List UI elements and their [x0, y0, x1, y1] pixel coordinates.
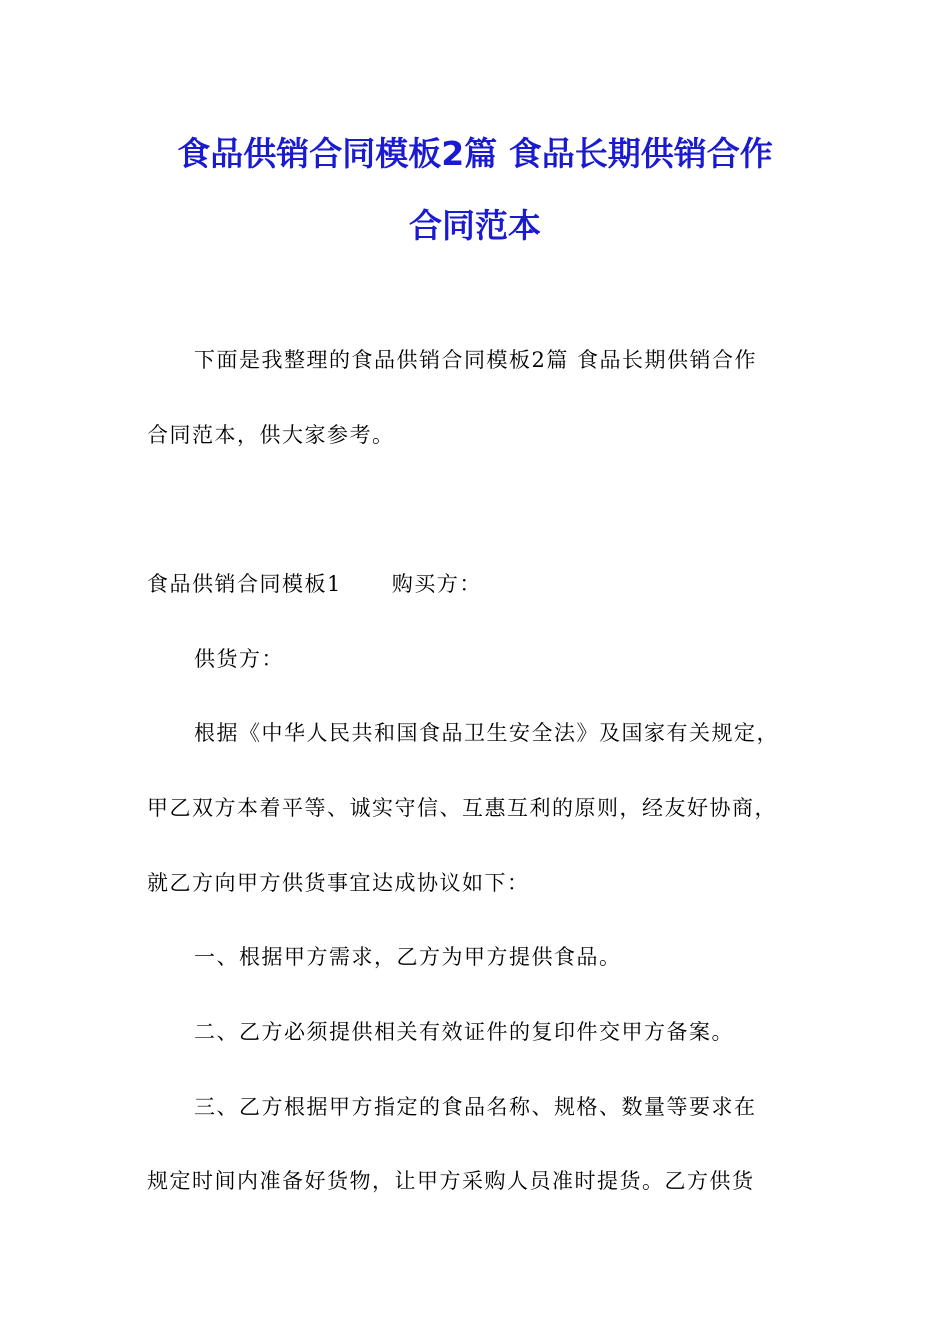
item-3-line-1: 三、乙方根据甲方指定的食品名称、规格、数量等要求在 [194, 1095, 757, 1119]
para1-line-3: 就乙方向甲方供货事宜达成协议如下： [147, 871, 530, 895]
intro-line-2: 合同范本，供大家参考。 [147, 423, 395, 447]
document-title-line-1: 食品供销合同模板2篇 食品长期供销合作 [177, 134, 773, 173]
document-title-line-2: 合同范本 [409, 206, 541, 245]
supplier-label: 供货方： [194, 647, 284, 671]
section-heading-row [147, 570, 807, 598]
item-2: 二、乙方必须提供相关有效证件的复印件交甲方备案。 [194, 1020, 734, 1044]
section-heading: 食品供销合同模板1 [147, 572, 342, 596]
item-3-line-2: 规定时间内准备好货物，让甲方采购人员准时提货。乙方供货 [147, 1169, 755, 1193]
intro-line-1: 下面是我整理的食品供销合同模板2篇 食品长期供销合作 [194, 348, 758, 372]
para1-line-1: 根据《中华人民共和国食品卫生安全法》及国家有关规定， [194, 721, 779, 745]
para1-line-2: 甲乙双方本着平等、诚实守信、互惠互利的原则，经友好协商， [147, 796, 777, 820]
buyer-label: 购买方： [391, 572, 482, 596]
item-1: 一、根据甲方需求，乙方为甲方提供食品。 [194, 945, 622, 969]
